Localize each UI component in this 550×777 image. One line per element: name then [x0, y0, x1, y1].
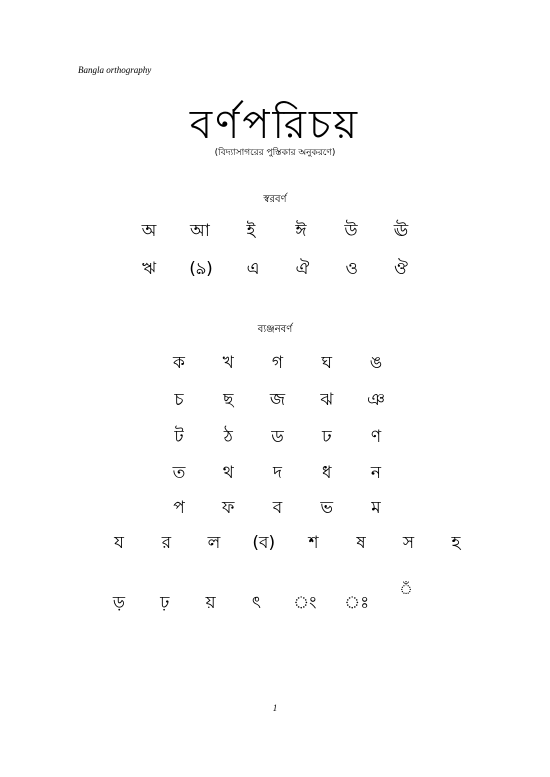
vowel-letter: এ [246, 259, 260, 279]
consonant-letter: ফ [222, 498, 235, 518]
vowel-letter: ঐ [295, 259, 310, 279]
vowel-letter: ই [246, 221, 256, 241]
consonant-row [110, 582, 415, 618]
consonant-letter: চ [174, 390, 184, 410]
vowel-letter: ঈ [295, 221, 307, 241]
consonant-row [170, 424, 385, 452]
consonant-letter: ড় [112, 593, 126, 613]
consonant-row [170, 387, 385, 415]
consonant-letter: ঢ় [160, 593, 170, 613]
consonant-row [170, 495, 385, 523]
vowel-row [140, 218, 410, 246]
consonant-letter: জ [269, 390, 286, 410]
consonants-heading: ব্যঞ্জনবর্ণ [257, 324, 293, 335]
consonant-letter: ণ [370, 427, 382, 447]
consonant-letter: ল [207, 533, 221, 553]
vowels-heading: স্বরবর্ণ [263, 194, 287, 205]
consonant-letter: ঁ [399, 582, 413, 598]
consonant-letter: ৎ [251, 593, 261, 613]
consonant-letter: ত [172, 463, 186, 483]
consonant-letter: ড [271, 427, 284, 447]
consonant-letter: দ [273, 463, 282, 483]
page-title: বর্ণপরিচয় [189, 102, 361, 148]
consonant-letter: শ [308, 533, 319, 553]
consonant-letter: ঙ [369, 353, 383, 373]
page-subtitle: (বিদ্যাসাগরের পুস্তিকার অনুকরণে) [214, 148, 336, 158]
vowel-letter: ঋ [141, 259, 157, 279]
consonant-letter: ঠ [223, 427, 233, 447]
consonant-letter: ং [293, 593, 317, 613]
consonant-letter: য [114, 533, 124, 553]
consonant-letter: ভ [320, 498, 334, 518]
page-number: 1 [272, 703, 278, 713]
consonant-row [110, 530, 465, 558]
consonant-letter: ম [371, 498, 381, 518]
consonant-letter: ঝ [320, 390, 334, 410]
vowel-row [140, 256, 410, 284]
consonant-letter: ধ [321, 463, 332, 483]
consonant-letter: য় [205, 593, 216, 613]
consonant-letter: খ [222, 353, 234, 373]
consonant-letter: ঞ [367, 390, 385, 410]
vowel-letter: (ঌ) [189, 259, 213, 279]
vowel-letter: ঊ [393, 221, 409, 241]
consonant-letter: (ব) [252, 533, 276, 553]
consonant-row [170, 460, 385, 488]
consonant-letter: ঢ [321, 427, 332, 447]
vowel-letter: আ [190, 221, 210, 241]
consonant-letter: স [402, 533, 415, 553]
vowel-letter: অ [141, 221, 157, 241]
consonant-letter: ষ [356, 533, 366, 553]
consonant-letter: ট [174, 427, 184, 447]
consonant-letter: ক [173, 353, 185, 373]
consonant-letter: গ [271, 353, 284, 373]
vowel-letter: ঔ [394, 259, 408, 279]
consonant-letter: ঘ [321, 353, 332, 373]
consonant-letter: র [161, 533, 172, 553]
consonant-letter: ছ [223, 390, 234, 410]
consonant-letter: প [173, 498, 185, 518]
consonant-letter: থ [222, 463, 234, 483]
consonant-letter: ন [370, 463, 382, 483]
running-header: Bangla orthography [78, 65, 152, 75]
vowel-letter: উ [344, 221, 358, 241]
consonant-letter: ঃ [344, 593, 370, 613]
consonant-letter: ব [272, 498, 283, 518]
consonant-row [170, 350, 385, 378]
consonant-letter: হ [451, 533, 461, 553]
vowel-letter: ও [345, 259, 358, 279]
